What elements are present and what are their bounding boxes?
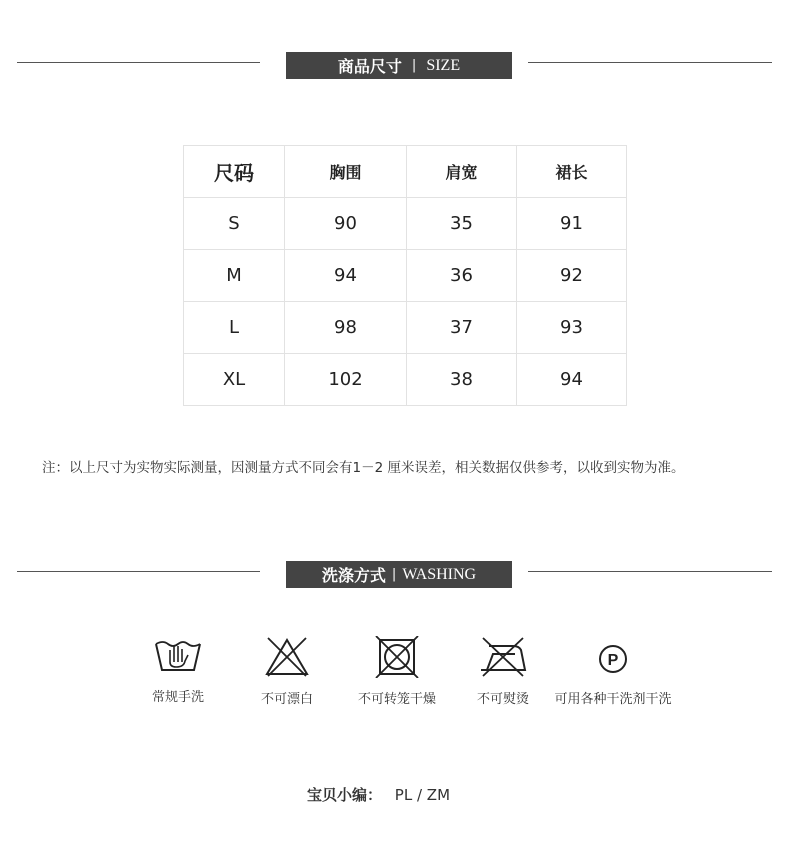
washing-section-banner: [286, 561, 512, 588]
size-section-banner: [286, 52, 512, 79]
size-divider-right: [528, 62, 772, 63]
washing-divider-left: [17, 571, 260, 572]
size-cell: XL: [184, 354, 285, 406]
table-row: [184, 354, 627, 406]
header-bust: 胸围: [285, 146, 407, 198]
length-cell: 94: [517, 354, 627, 406]
size-cell: M: [184, 250, 285, 302]
bust-cell: 94: [285, 250, 407, 302]
wash-item-no-tumble-dry: [342, 636, 452, 707]
size-table-header-row: [184, 146, 627, 198]
shoulder-cell: 36: [407, 250, 517, 302]
bust-cell: 90: [285, 198, 407, 250]
wash-label: 不可熨烫: [476, 692, 529, 707]
wash-label: 不可转笼干燥: [357, 692, 436, 707]
washing-title-separator: |: [391, 567, 397, 582]
no-tumble-dry-icon: [372, 636, 422, 678]
no-iron-icon: [475, 636, 531, 678]
no-bleach-icon: [262, 636, 312, 678]
wash-item-dry-clean: [553, 636, 673, 707]
size-title-separator: |: [411, 58, 417, 73]
wash-label: 常规手洗: [151, 690, 204, 705]
dry-clean-p-icon: [593, 636, 633, 678]
editor-value: PL / ZM: [394, 786, 451, 804]
size-title-cn: 商品尺寸: [337, 57, 402, 76]
size-cell: L: [184, 302, 285, 354]
wash-item-no-iron: [448, 636, 558, 707]
bust-cell: 98: [285, 302, 407, 354]
bust-cell: 102: [285, 354, 407, 406]
table-row: [184, 250, 627, 302]
size-divider-left: [17, 62, 260, 63]
washing-title-en: WASHING: [402, 565, 477, 583]
hand-wash-icon: [153, 636, 203, 676]
shoulder-cell: 38: [407, 354, 517, 406]
wash-item-no-bleach: [232, 636, 342, 707]
length-cell: 93: [517, 302, 627, 354]
header-shoulder: 肩宽: [407, 146, 517, 198]
header-length: 裙长: [517, 146, 627, 198]
header-size: 尺码: [184, 146, 285, 198]
editor-label: 宝贝小编：: [307, 786, 383, 804]
length-cell: 91: [517, 198, 627, 250]
table-row: [184, 198, 627, 250]
size-table: [183, 145, 627, 406]
wash-label: 可用各种干洗剂干洗: [554, 692, 672, 707]
wash-item-hand-wash: [123, 636, 233, 705]
table-row: [184, 302, 627, 354]
editor-credit: [307, 784, 450, 805]
shoulder-cell: 37: [407, 302, 517, 354]
washing-divider-right: [528, 571, 772, 572]
washing-title-cn: 洗涤方式: [321, 566, 386, 585]
size-note: 注：以上尺寸为实物实际测量，因测量方式不同会有1－2 厘米误差，相关数据仅供参考，以收到实物为准。: [42, 460, 685, 476]
wash-label: 不可漂白: [260, 692, 313, 707]
length-cell: 92: [517, 250, 627, 302]
dry-clean-letter: P: [607, 652, 619, 669]
shoulder-cell: 35: [407, 198, 517, 250]
size-title-en: SIZE: [426, 56, 461, 74]
size-cell: S: [184, 198, 285, 250]
